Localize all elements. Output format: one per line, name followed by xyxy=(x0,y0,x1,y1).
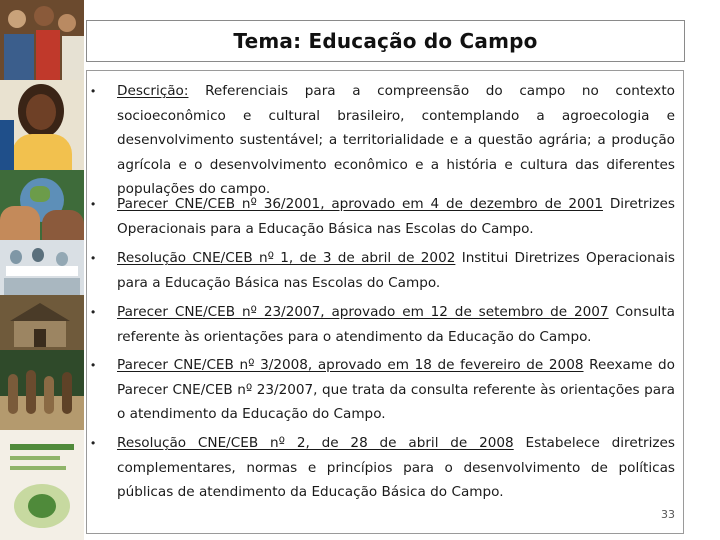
resolucao-2-2008-link[interactable]: Resolução CNE/CEB nº 2, de 28 de abril de 2008 xyxy=(117,435,514,451)
parecer-23-2007-text: Consulta referente às orientações para o atendimento da Educação do Campo. xyxy=(117,304,675,345)
photo-village-house xyxy=(0,295,84,350)
parecer-3-2008-link[interactable]: Parecer CNE/CEB nº 3/2008, aprovado em 18 de fevereiro de 2008 xyxy=(117,357,584,373)
bullet-icon: • xyxy=(91,358,96,372)
parecer-36-2001-text: Diretrizes Operacionais para a Educação Básica nas Escolas do Campo. xyxy=(117,196,675,237)
photo-classroom xyxy=(0,240,84,295)
bullet-icon: • xyxy=(91,84,96,98)
item-text xyxy=(117,192,675,241)
resolucao-1-2002-text: Institui Diretrizes Operacionais para a Educação Básica nas Escolas do Campo. xyxy=(117,250,675,291)
item-text xyxy=(117,353,675,427)
photo-hands-globe xyxy=(0,170,84,240)
item-text xyxy=(117,246,675,295)
slide-title: Tema: Educação do Campo xyxy=(233,29,538,53)
bullet-icon: • xyxy=(91,197,96,211)
parecer-23-2007-link[interactable]: Parecer CNE/CEB nº 23/2007, aprovado em 12 de setembro de 2007 xyxy=(117,304,609,320)
content-box xyxy=(86,70,684,534)
item-text xyxy=(117,79,675,202)
bullet-icon: • xyxy=(91,305,96,319)
bullet-icon: • xyxy=(91,436,96,450)
photo-smiling-woman xyxy=(0,80,84,170)
photo-children-crowd xyxy=(0,0,84,80)
item-text xyxy=(117,431,675,505)
page-number: 33 xyxy=(661,508,675,521)
title-box xyxy=(86,20,685,62)
resolucao-1-2002-link[interactable]: Resolução CNE/CEB nº 1, de 3 de abril de 2002 xyxy=(117,250,456,266)
bullet-icon: • xyxy=(91,251,96,265)
parecer-36-2001-link[interactable]: Parecer CNE/CEB nº 36/2001, aprovado em 4 de dezembro de 2001 xyxy=(117,196,603,212)
photo-strip xyxy=(0,0,84,540)
resolucao-2-2008-text: Estabelece diretrizes complementares, normas e princípios para o desenvolvimento de políticas públicas de atendimento da Educação Básica do Campo. xyxy=(117,435,675,500)
description-text: Referenciais para a compreensão do campo no contexto socioeconômico e cultural brasileiro, contemplando a agroecologia e desenvolvimento sustentável; a territorialidade e a questão agrária; a produção agrícola e o desenvolvimento econômico e a história e cultura das diferentes populações do campo. xyxy=(117,83,675,197)
description-label: Descrição: xyxy=(117,83,189,99)
item-text xyxy=(117,300,675,349)
photo-indigenous-group xyxy=(0,350,84,430)
photo-book-cover xyxy=(0,430,84,540)
parecer-3-2008-text: Reexame do Parecer CNE/CEB nº 23/2007, que trata da consulta referente às orientações para o atendimento da Educação do Campo. xyxy=(117,357,676,422)
